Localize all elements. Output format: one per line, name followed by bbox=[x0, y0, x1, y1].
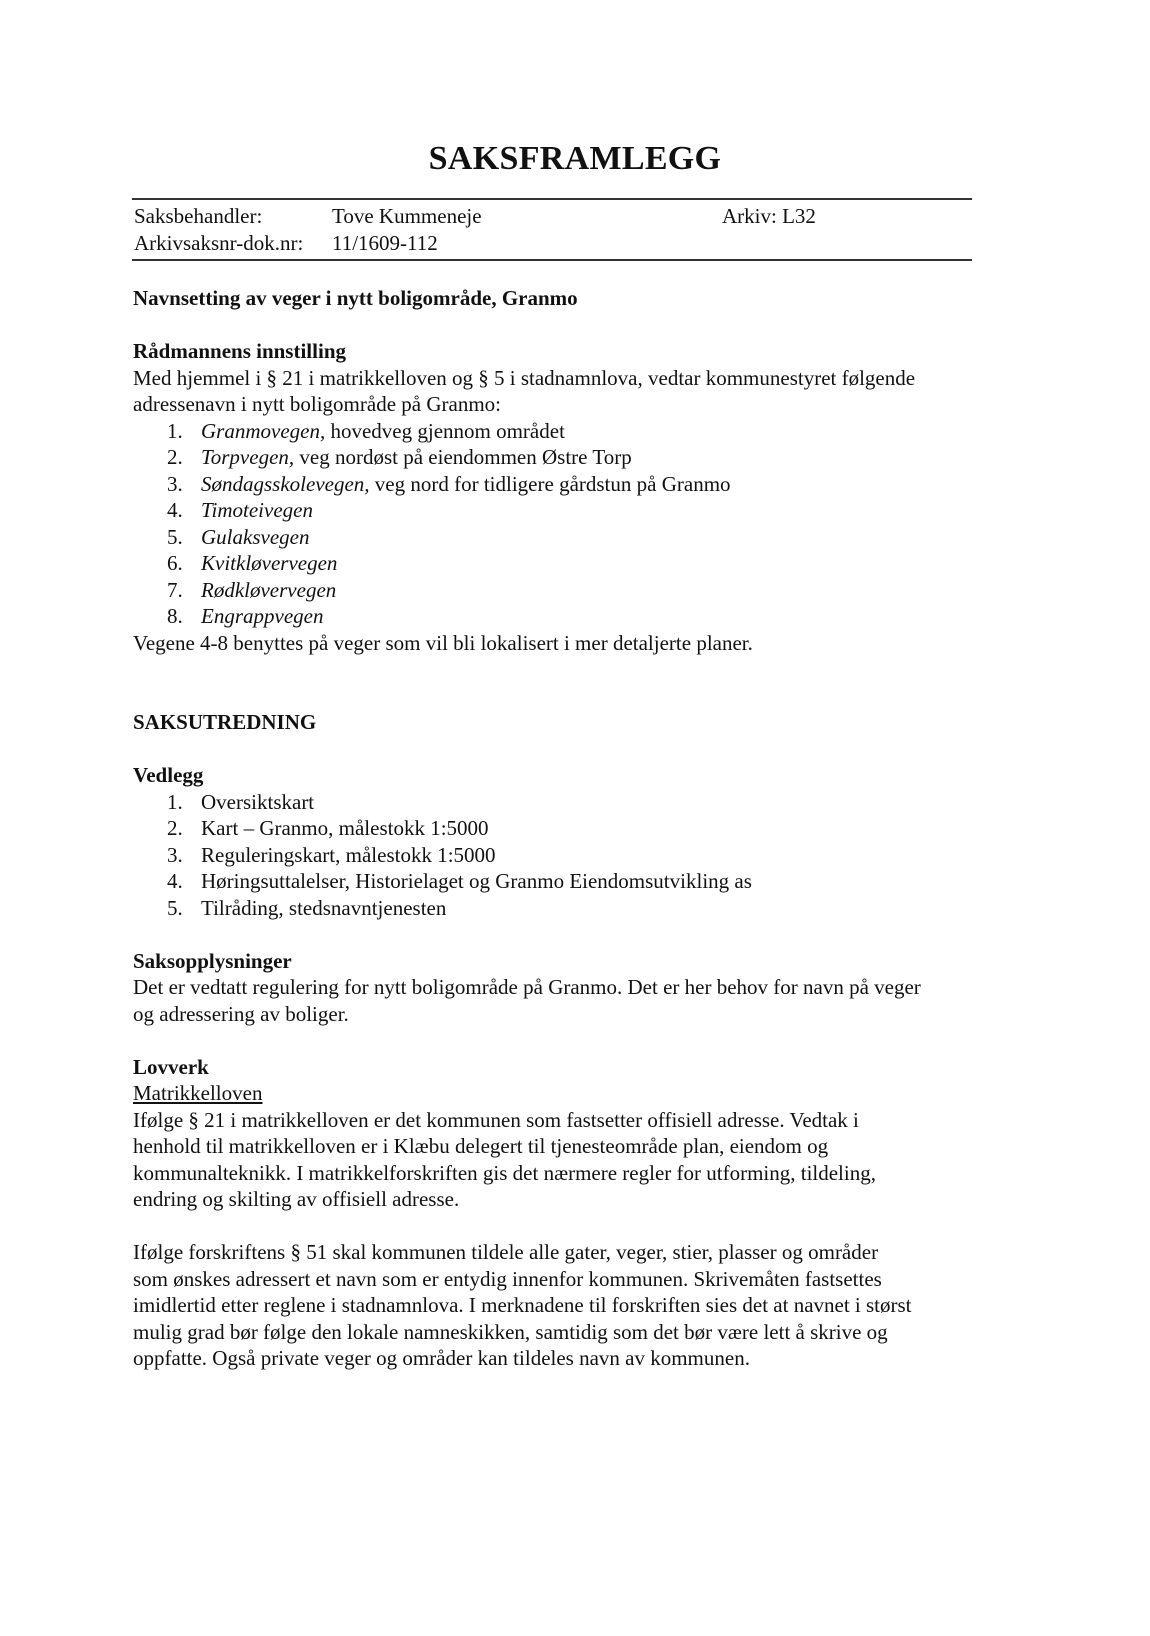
saksopplysninger-line2: og adressering av boliger. bbox=[133, 1001, 349, 1026]
matrikkelloven-subheading: Matrikkelloven bbox=[133, 1081, 263, 1105]
vedlegg-heading: Vedlegg bbox=[133, 763, 204, 787]
list-item: 3. Reguleringskart, målestokk 1:5000 bbox=[167, 842, 496, 867]
arkivsaksnr-label: Arkivsaksnr-dok.nr: bbox=[134, 231, 304, 255]
road-name: Engrappvegen bbox=[201, 604, 324, 628]
saksopplysninger-line1: Det er vedtatt regulering for nytt boligområde på Granmo. Det er her behov for navn på veger bbox=[133, 975, 921, 999]
attachments-list bbox=[133, 789, 978, 922]
road-name: Granmovegen, bbox=[201, 418, 326, 443]
list-item: 7. Rødkløvervegen bbox=[167, 577, 337, 602]
para1-line: Ifølge § 21 i matrikkelloven er det kommunen som fastsetter offisiell adresse. Vedtak i bbox=[133, 1107, 859, 1132]
road-name: Gulaksvegen bbox=[201, 524, 310, 549]
para2-line: imidlertid etter reglene i stadnamnlova. I merknadene til forskriften sies det at navnet i størst bbox=[133, 1293, 912, 1317]
list-item: 5. Tilråding, stedsnavntjenesten bbox=[167, 895, 447, 920]
para1-line: endring og skilting av offisiell adresse. bbox=[133, 1187, 460, 1211]
list-item: 4. Timoteivegen bbox=[167, 498, 313, 522]
list-item: 6. Kvitkløvervegen bbox=[167, 551, 338, 575]
lovverk-heading: Lovverk bbox=[133, 1054, 209, 1079]
list-item: 1. Oversiktskart bbox=[167, 789, 315, 814]
para1-line: henhold til matrikkelloven er i Klæbu delegert til tjenesteområde plan, eiendom og bbox=[133, 1134, 829, 1158]
road-name: Torpvegen, bbox=[201, 445, 295, 469]
case-metadata bbox=[132, 198, 972, 261]
radmannens-intro-line2: adressenavn i nytt boligområde på Granmo: bbox=[133, 392, 501, 416]
saksbehandler-value: Tove Kummeneje bbox=[332, 204, 482, 228]
para2-line: Ifølge forskriftens § 51 skal kommunen tildele alle gater, veger, stier, plasser og områder bbox=[133, 1240, 879, 1264]
list-item: 2. Torpvegen, veg nordøst på eiendommen Østre Torp bbox=[167, 445, 632, 469]
saksopplysninger-heading: Saksopplysninger bbox=[133, 948, 292, 973]
road-name: Timoteivegen bbox=[201, 498, 313, 522]
saksutredning-heading: SAKSUTREDNING bbox=[133, 710, 317, 734]
saksbehandler-label: Saksbehandler: bbox=[134, 204, 263, 228]
radmannens-intro-line1: Med hjemmel i § 21 i matrikkelloven og § 5 i stadnamnlova, vedtar kommunestyret følgende bbox=[133, 365, 916, 390]
road-name: Rødkløvervegen bbox=[201, 577, 337, 602]
road-name: Kvitkløvervegen bbox=[201, 551, 338, 575]
meta-row-arkivsaksnr bbox=[132, 230, 972, 257]
road-names-list bbox=[133, 418, 978, 630]
para2-line: oppfatte. Også private veger og områder kan tildeles navn av kommunen. bbox=[133, 1346, 750, 1370]
radmannens-heading: Rådmannens innstilling bbox=[133, 339, 346, 363]
para2-line: som ønskes adressert et navn som er entydig innenfor kommunen. Skrivemåten fastsettes bbox=[133, 1266, 882, 1291]
road-name: Søndagsskolevegen, bbox=[201, 471, 370, 496]
list-item: 5. Gulaksvegen bbox=[167, 524, 310, 549]
meta-row-saksbehandler bbox=[132, 203, 972, 230]
para2-line: mulig grad bør følge den lokale namneskikken, samtidig som det bør være lett å skrive og bbox=[133, 1319, 888, 1344]
document-title: SAKSFRAMLEGG bbox=[428, 140, 722, 177]
radmannens-closing: Vegene 4-8 benyttes på veger som vil bli lokalisert i mer detaljerte planer. bbox=[133, 630, 753, 655]
list-item: 8. Engrappvegen bbox=[167, 604, 324, 628]
list-item: 2. Kart – Granmo, målestokk 1:5000 bbox=[167, 816, 489, 840]
list-item: 3. Søndagsskolevegen, veg nord for tidligere gårdstun på Granmo bbox=[167, 471, 731, 496]
archive-code: Arkiv: L32 bbox=[722, 204, 816, 228]
para1-line: kommunalteknikk. I matrikkelforskriften gis det nærmere regler for utforming, tildeling, bbox=[133, 1160, 876, 1185]
document-body bbox=[133, 285, 978, 1372]
list-item: 1. Granmovegen, hovedveg gjennom området bbox=[167, 418, 565, 443]
arkivsaksnr-value: 11/1609-112 bbox=[332, 231, 438, 255]
subject-heading: Navnsetting av veger i nytt boligområde, Granmo bbox=[133, 286, 578, 310]
list-item: 4. Høringsuttalelser, Historielaget og Granmo Eiendomsutvikling as bbox=[167, 869, 752, 893]
